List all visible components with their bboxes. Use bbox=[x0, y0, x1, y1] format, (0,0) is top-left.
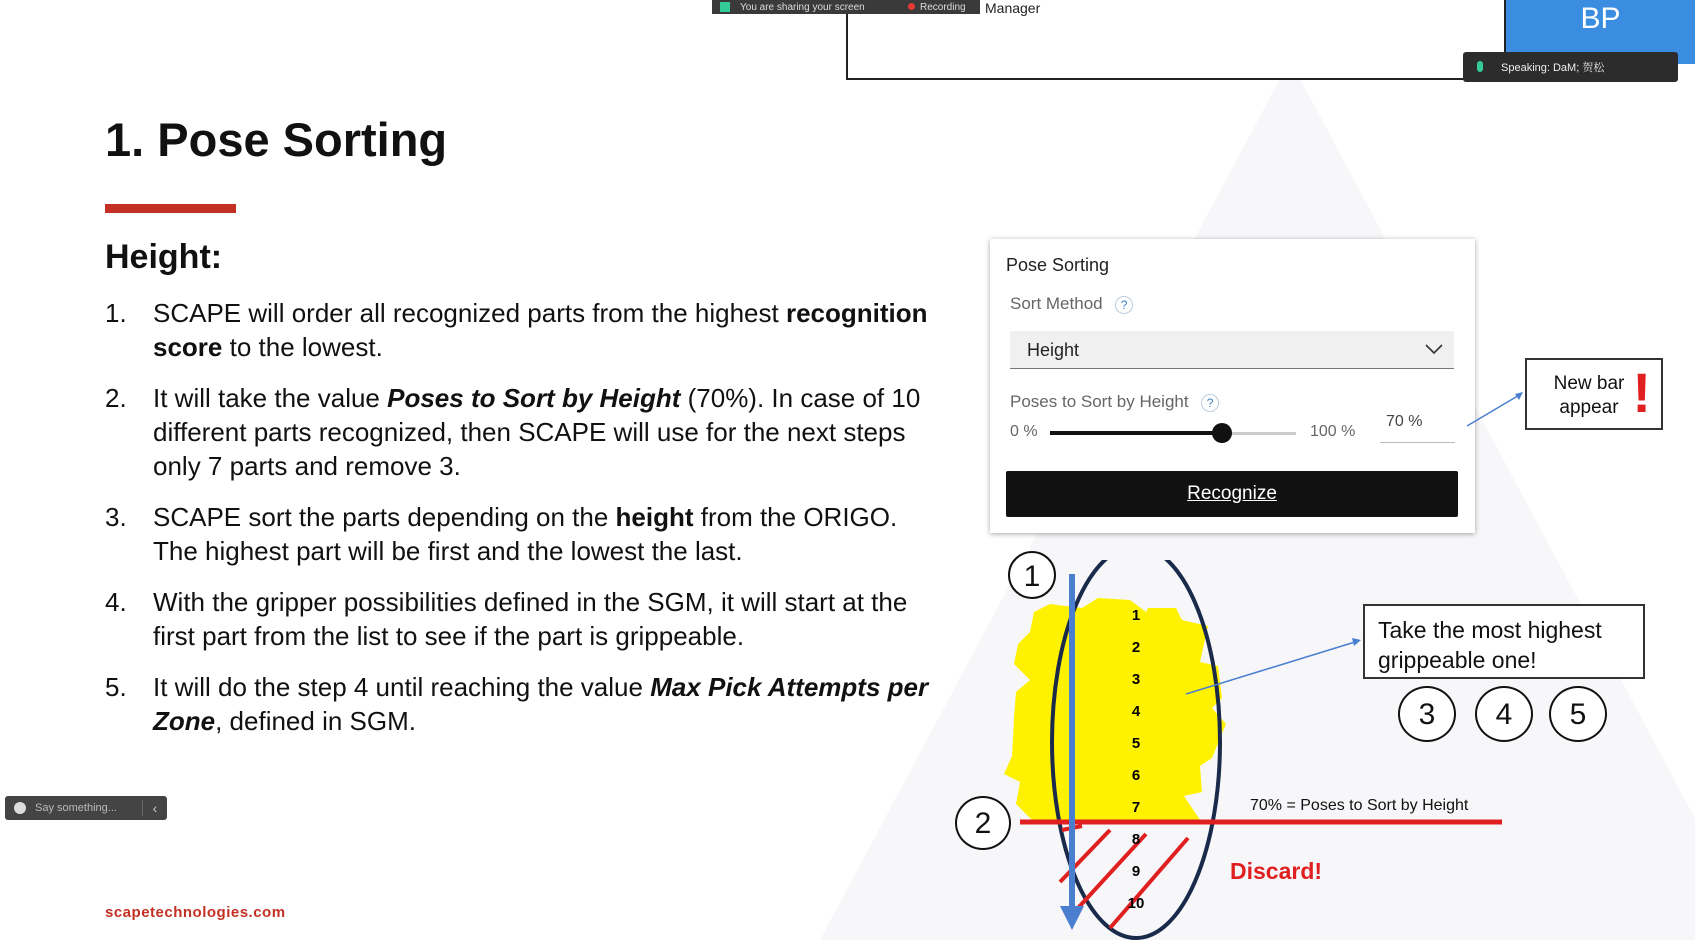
footer-url[interactable]: scapetechnologies.com bbox=[105, 904, 286, 921]
new-bar-callout bbox=[1525, 358, 1663, 430]
list-item: 1 bbox=[1131, 607, 1141, 624]
new-bar-text: New bar appear bbox=[1553, 373, 1625, 418]
recording-indicator[interactable] bbox=[900, 0, 980, 14]
take-callout-arrowhead bbox=[1352, 638, 1361, 646]
participant-tile-label: BP bbox=[1580, 2, 1621, 35]
window-title-fragment: Manager bbox=[985, 0, 1041, 16]
poses-to-sort-label: Poses to Sort by Height bbox=[1010, 392, 1189, 411]
steps-list bbox=[105, 296, 945, 755]
title-underline bbox=[105, 204, 236, 213]
poses-value-input[interactable]: 70 % bbox=[1380, 409, 1455, 443]
help-icon[interactable]: ? bbox=[1201, 394, 1219, 412]
pose-sorting-panel bbox=[990, 239, 1475, 533]
poses-row bbox=[1010, 392, 1219, 412]
step-marker-3: 3 bbox=[1398, 686, 1456, 742]
list-item: 10 bbox=[1127, 895, 1145, 912]
list-item: 5. It will do the step 4 until reaching the value Max Pick Attempts per Zone, defined in SGM. bbox=[105, 672, 929, 736]
threshold-label: 70% = Poses to Sort by Height bbox=[1250, 797, 1469, 814]
callout-arrow bbox=[1465, 388, 1525, 428]
list-item: 7 bbox=[1131, 799, 1141, 816]
height-arrow-head bbox=[1060, 906, 1084, 930]
sort-method-label: Sort Method bbox=[1010, 294, 1103, 313]
discard-label: Discard! bbox=[1230, 858, 1323, 884]
list-item: 6 bbox=[1131, 767, 1141, 784]
list-item: 4 bbox=[1131, 703, 1141, 720]
recording-label: Recording bbox=[920, 1, 966, 13]
help-icon[interactable]: ? bbox=[1115, 296, 1133, 314]
exclamation-icon: ! bbox=[1632, 361, 1651, 424]
chat-input[interactable]: Say something... bbox=[35, 802, 117, 814]
sort-method-select[interactable] bbox=[1010, 331, 1454, 369]
slider-fill bbox=[1050, 431, 1222, 435]
list-item: 5 bbox=[1131, 735, 1141, 752]
list-item: 8 bbox=[1131, 831, 1141, 848]
step-marker-1: 1 bbox=[1008, 551, 1056, 599]
section-heading: Height: bbox=[105, 238, 223, 276]
step-marker-5: 5 bbox=[1549, 686, 1607, 742]
speaking-indicator bbox=[1463, 52, 1678, 82]
step-marker-4: 4 bbox=[1475, 686, 1533, 742]
sharing-banner-text: You are sharing your screen bbox=[740, 1, 865, 13]
list-item: 3. SCAPE sort the parts depending on the height from the ORIGO. The highest part will be first and the lowest the last. bbox=[105, 502, 898, 566]
slider-knob[interactable] bbox=[1212, 423, 1232, 443]
list-item: 9 bbox=[1131, 863, 1141, 880]
list-item: 1. SCAPE will order all recognized parts from the highest recognition score to the lowest. bbox=[105, 298, 928, 362]
slider-min-label: 0 % bbox=[1010, 423, 1038, 440]
slider-max-label: 100 % bbox=[1310, 423, 1356, 440]
microphone-icon bbox=[1477, 61, 1483, 72]
step-marker-2: 2 bbox=[955, 796, 1011, 850]
list-item: 2. It will take the value Poses to Sort by Height (70%). In case of 10 different parts recognized, then SCAPE will use for the next steps only 7 parts and remove 3. bbox=[105, 383, 921, 481]
record-dot-icon bbox=[908, 3, 915, 10]
sharing-icon bbox=[720, 2, 730, 12]
panel-title: Pose Sorting bbox=[1006, 255, 1110, 275]
list-item: 3 bbox=[1131, 671, 1141, 688]
recognize-button[interactable]: Recognize bbox=[1006, 471, 1458, 517]
take-highest-callout: Take the most highest grippeable one! bbox=[1363, 604, 1645, 679]
sort-method-value: Height bbox=[1027, 340, 1080, 360]
speaking-text: Speaking: DaM; 贺松 bbox=[1501, 62, 1605, 74]
sort-method-row bbox=[1010, 294, 1133, 314]
chat-box[interactable] bbox=[5, 796, 167, 820]
collapse-chevron-icon[interactable]: ‹ bbox=[142, 800, 167, 816]
highlight-blob bbox=[1004, 598, 1226, 822]
chevron-down-icon bbox=[1424, 339, 1444, 359]
slide-title: 1. Pose Sorting bbox=[105, 113, 448, 166]
list-item: 2 bbox=[1131, 639, 1141, 656]
list-item: 4. With the gripper possibilities defined in the SGM, it will start at the first part from the list to see if the part is grippeable. bbox=[105, 587, 908, 651]
smiley-icon bbox=[14, 802, 26, 814]
